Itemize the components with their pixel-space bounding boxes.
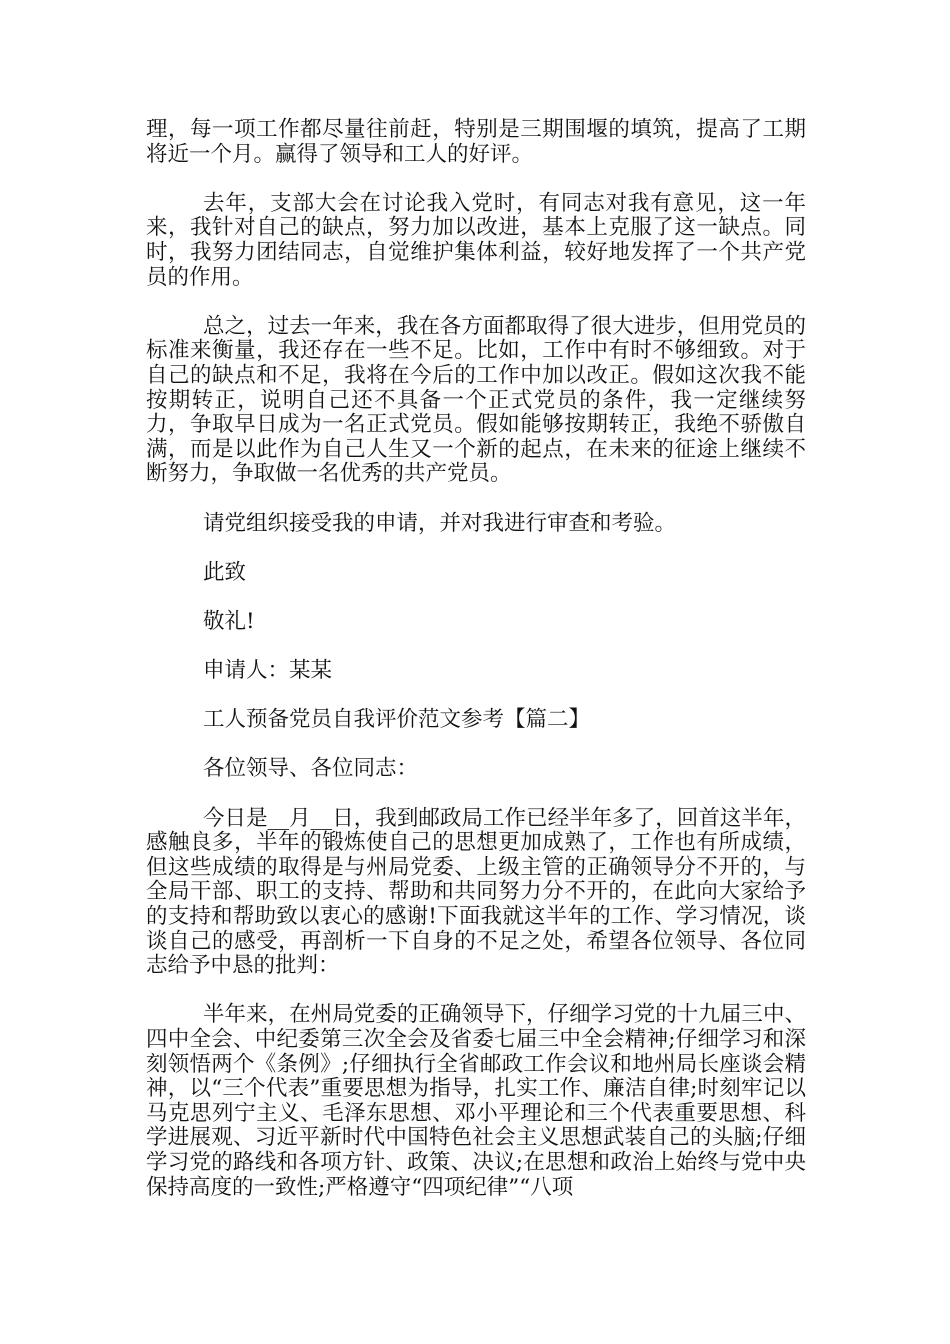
paragraph-request: 请党组织接受我的申请，并对我进行审查和考验。 [203,510,677,536]
paragraph-summary: 总之，过去一年来，我在各方面都取得了很大进步，但用党员的标准来衡量，我还存在一些不足。比如，工作中有时不够细致。对于自己的缺点和不足，我将在今后的工作中加以改正。假如这次我不能按期转正，说明自己还不具备一个正式党员的条件，我一定继续努力，争取早日成为一名正式党员。假如能够按期转正，我绝不骄傲自满，而是以此作为自己人生又一个新的起点，在未来的征途上继续不断努力，争取做一名优秀的共产党员。 [146,313,806,487]
greeting: 各位领导、各位同志： [203,756,419,782]
closing-respect: 敬礼! [203,608,255,634]
paragraph-continued: 理，每一项工作都尽量往前赶，特别是三期围堰的填筑，提高了工期将近一个月。赢得了领导和工人的好评。 [146,117,806,167]
closing-salutation: 此致 [203,559,247,585]
applicant-signature: 申请人：某某 [203,658,333,684]
paragraph-half-year-review: 今日是__月__日，我到邮政局工作已经半年多了，回首这半年，感触良多，半年的锻炼使自己的思想更加成熟了，工作也有所成绩，但这些成绩的取得是与州局党委、上级主管的正确领导分不开的，与全局干部、职工的支持、帮助和共同努力分不开的，在此向大家给予的支持和帮助致以衷心的感谢!下面我就这半年的工作、学习情况，谈谈自己的感受，再剖析一下自身的不足之处，希望各位领导、各位同志给予中恳的批判： [146,805,806,979]
paragraph-study-work: 半年来，在州局党委的正确领导下，仔细学习党的十九届三中、四中全会、中纪委第三次全会及省委七届三中全会精神;仔细学习和深刻领悟两个《条例》;仔细执行全省邮政工作会议和地州局长座谈会精神，以“三个代表”重要思想为指导，扎实工作、廉洁自律;时刻牢记以马克思列宁主义、毛泽东思想、邓小平理论和三个代表重要思想、科学进展观、习近平新时代中国特色社会主义思想武装自己的头脑;仔细学习党的路线和各项方针、政策、决议;在思想和政治上始终与党中央保持高度的一致性;严格遵守“四项纪律”“八项 [146,1002,806,1200]
paragraph-self-improvement: 去年，支部大会在讨论我入党时，有同志对我有意见，这一年来，我针对自己的缺点，努力加以改进，基本上克服了这一缺点。同时，我努力团结同志，自觉维护集体利益，较好地发挥了一个共产党员的作用。 [146,190,806,290]
section-heading: 工人预备党员自我评价范文参考【篇二】 [203,707,591,733]
document-body [146,118,806,1225]
